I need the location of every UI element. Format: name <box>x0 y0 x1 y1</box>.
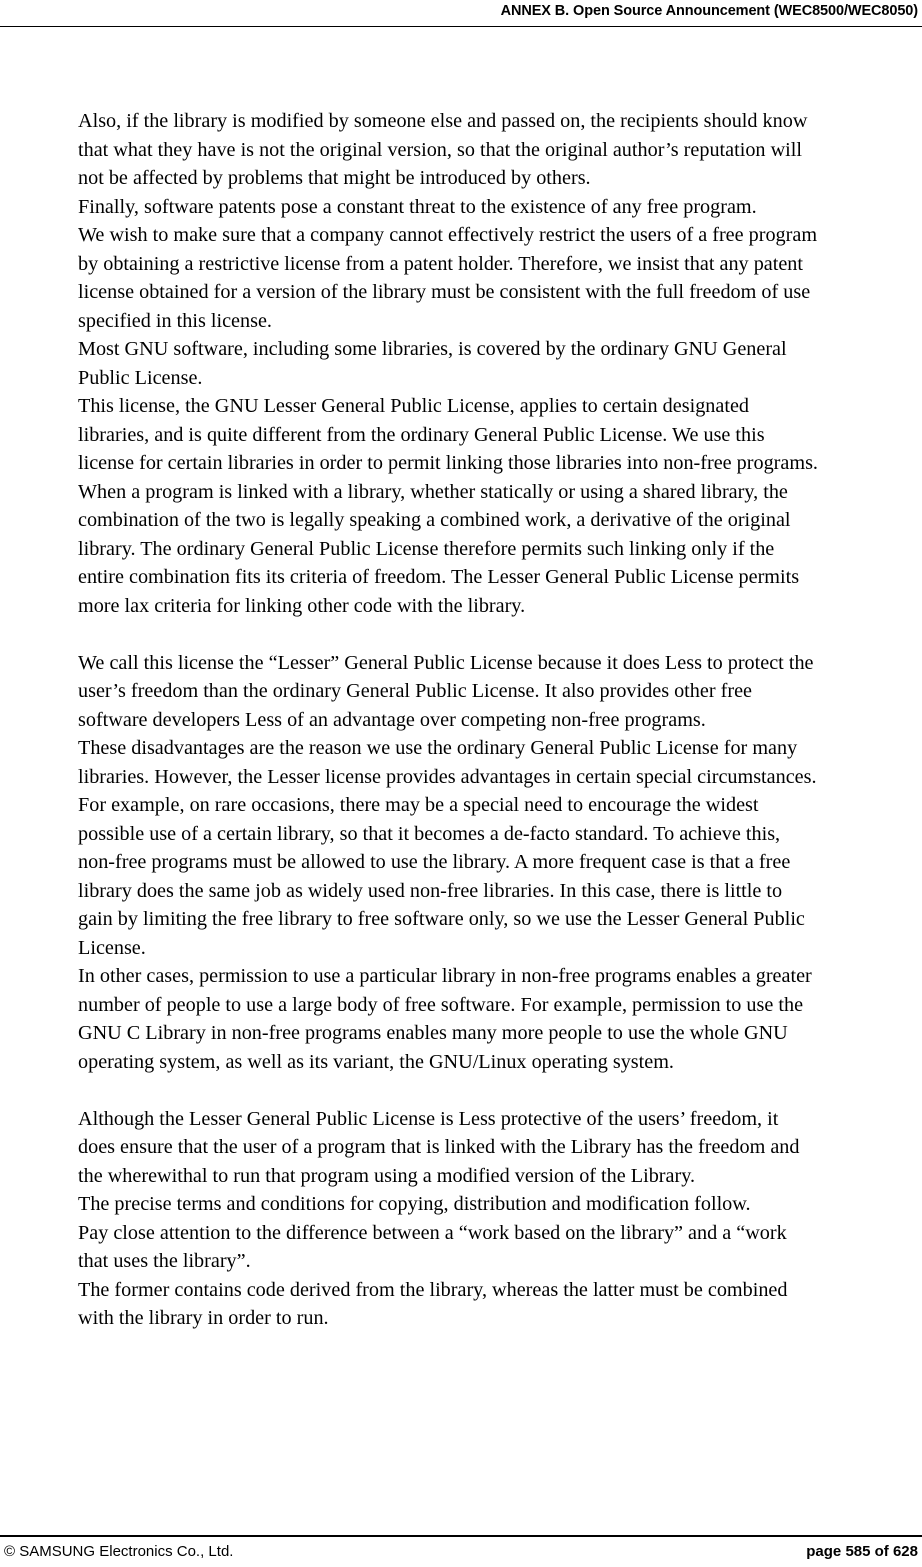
page-header <box>0 0 922 27</box>
paragraph: When a program is linked with a library, whether statically or using a shared library, the combination of the two is legally speaking a combined work, a derivative of the original library. The ordinary General Public License therefore permits such linking only if the entire combination fits its criteria of freedom. The Lesser General Public License permits more lax criteria for linking other code with the library. <box>78 480 800 617</box>
document-body <box>78 107 920 1333</box>
paragraph: In other cases, permission to use a particular library in non-free programs enables a greater number of people to use a large body of free software. For example, permission to use the GNU C Library in non-free programs enables many more people to use the whole GNU operating system, as well as its variant, the GNU/Linux operating system. <box>78 965 812 1073</box>
page-number: page 585 of 628 <box>806 1543 918 1560</box>
paragraph: We wish to make sure that a company cannot effectively restrict the users of a free program by obtaining a restrictive license from a patent holder. Therefore, we insist that any patent license obtained for a version of the library must be consistent with the full freedom of use specified in this license. <box>78 224 818 332</box>
paragraph-gap <box>78 620 920 649</box>
paragraph: Also, if the library is modified by someone else and passed on, the recipients should know that what they have is not the original version, so that the original author’s reputation will not be affected by problems that might be introduced by others. <box>78 110 808 189</box>
document-title: ANNEX B. Open Source Announcement (WEC8500/WEC8050) <box>500 3 918 19</box>
paragraph: We call this license the “Lesser” General Public License because it does Less to protect the user’s freedom than the ordinary General Public License. It also provides other free software developers Less of an advantage over competing non-free programs. <box>78 651 814 731</box>
paragraph-gap <box>78 1076 920 1105</box>
page-footer <box>0 1535 922 1567</box>
paragraph: For example, on rare occasions, there may be a special need to encourage the widest possible use of a certain library, so that it becomes a de-facto standard. To achieve this, non-free programs must be allowed to use the library. A more frequent case is that a free library does the same job as widely used non-free libraries. In this case, there is little to gain by limiting the free library to free software only, so we use the Lesser General Public License. <box>78 794 805 959</box>
paragraph: The precise terms and conditions for copying, distribution and modification follow. <box>78 1193 751 1215</box>
paragraph: Although the Lesser General Public License is Less protective of the users’ freedom, it does ensure that the user of a program that is linked with the Library has the freedom and the wherewithal to run that program using a modified version of the Library. <box>78 1107 800 1187</box>
paragraph: These disadvantages are the reason we use the ordinary General Public License for many libraries. However, the Lesser license provides advantages in certain special circumstances. <box>78 737 817 788</box>
paragraph: Finally, software patents pose a constant threat to the existence of any free program. <box>78 195 757 218</box>
paragraph: The former contains code derived from the library, whereas the latter must be combined with the library in order to run. <box>78 1278 788 1329</box>
paragraph: This license, the GNU Lesser General Public License, applies to certain designated libraries, and is quite different from the ordinary General Public License. We use this license for certain libraries in order to permit linking those libraries into non-free programs. <box>78 395 818 474</box>
company-copyright: © SAMSUNG Electronics Co., Ltd. <box>4 1543 234 1560</box>
paragraph: Most GNU software, including some libraries, is covered by the ordinary GNU General Public License. <box>78 338 787 389</box>
paragraph: Pay close attention to the difference between a “work based on the library” and a “work that uses the library”. <box>78 1221 787 1272</box>
